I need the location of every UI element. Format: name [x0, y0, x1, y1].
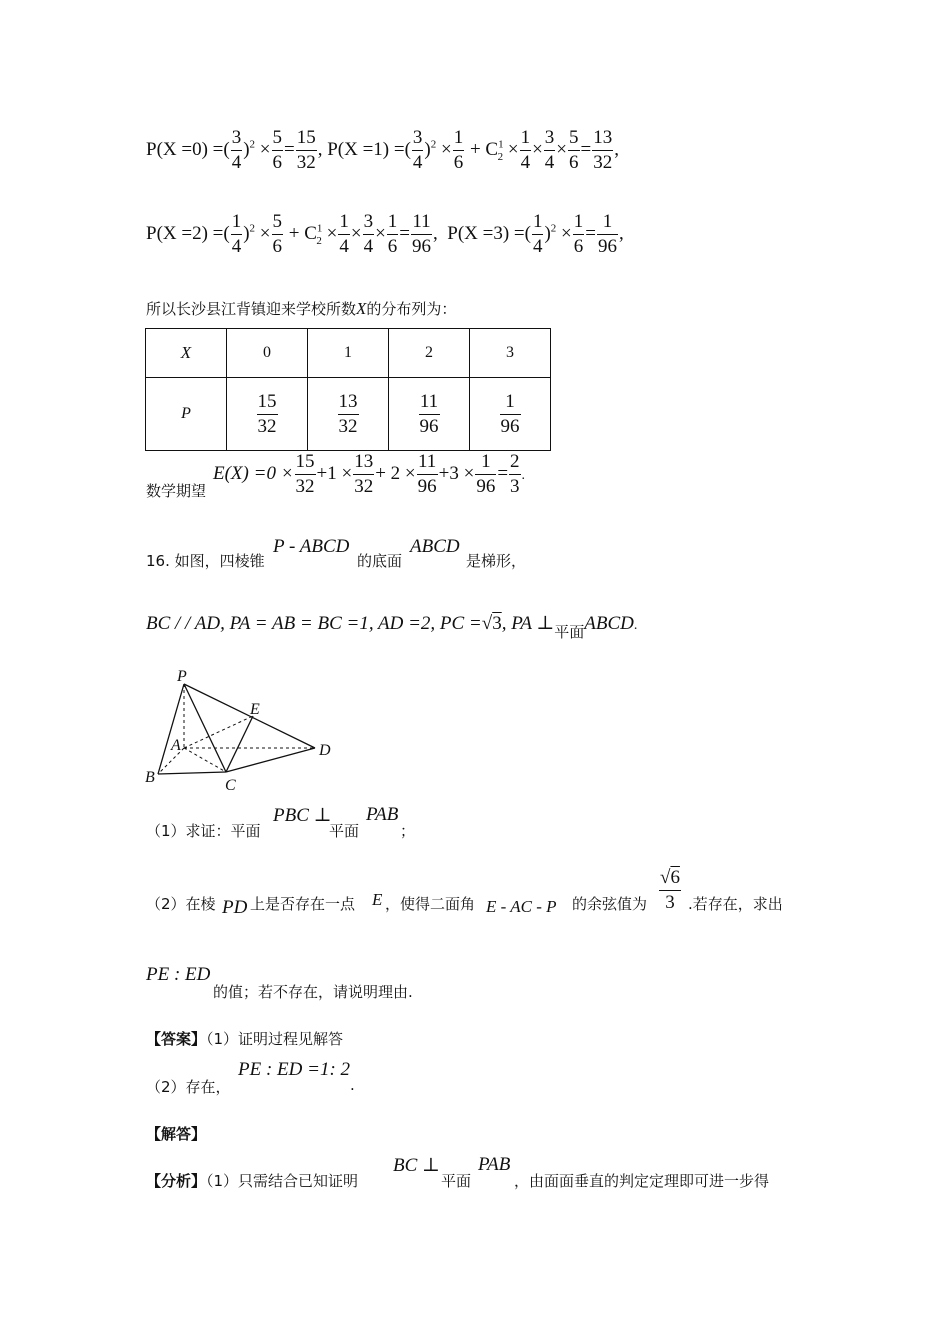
fraction: $\frac{√6}{3}$ — [660, 867, 680, 913]
analysis-plane: 平面 — [441, 1172, 472, 1190]
expectation-label: 数学期望 — [146, 482, 207, 500]
fraction: $\frac{13}{32}$ — [338, 390, 358, 437]
fraction: $\frac{11}{96}$ — [419, 390, 439, 437]
label-P: P — [177, 668, 187, 685]
fraction: $\frac{1}{4}$ — [231, 211, 242, 257]
fraction: $\frac{13}{32}$ — [354, 451, 374, 497]
pyramid-figure — [140, 664, 350, 794]
q2-e: E — [372, 890, 383, 909]
fraction: $\frac{3}{4}$ — [363, 211, 374, 257]
fraction: $\frac{1}{6}$ — [573, 211, 584, 257]
answer-section — [146, 1028, 343, 1049]
q2-text-5: 的值；若不存在，请说明理由. — [213, 983, 413, 1001]
distribution-table — [145, 328, 551, 451]
fraction: $\frac{1}{96}$ — [476, 451, 496, 497]
analysis-bc: BC ⊥ — [393, 1155, 440, 1176]
fraction: $\frac{2}{3}$ — [510, 451, 520, 497]
q1-plane: 平面 — [329, 822, 360, 840]
edge-BC — [158, 772, 226, 774]
sqrt-sign: √ — [660, 867, 671, 888]
analysis-line: 【分析】（1）只需结合已知证明 — [146, 1172, 359, 1190]
table-cell — [227, 378, 308, 451]
fraction: $\frac{1}{96}$ — [500, 390, 520, 437]
table-cell — [308, 378, 389, 451]
fraction: $\frac{1}{4}$ — [520, 127, 531, 173]
problem-16-conditions: BC / / AD, PA = AB = BC =1, AD =2, PC =√3, PA ⊥平面ABCD. — [146, 613, 638, 641]
analysis-pab: PAB — [478, 1154, 511, 1175]
label-A: A — [171, 737, 181, 754]
fraction: $\frac{3}{4}$ — [544, 127, 555, 173]
eq-text: P(X =0) =( — [146, 138, 230, 160]
q1-pbc: PBC ⊥ — [273, 805, 332, 826]
q1-end: ； — [400, 822, 416, 840]
fraction: $\frac{11}{96}$ — [412, 211, 432, 257]
q2-text-2: ，使得二面角 — [385, 895, 476, 913]
answer-2-label: （2）存在， — [146, 1078, 231, 1096]
q2-ratio: PE : ED — [146, 964, 211, 985]
fraction: $\frac{15}{32}$ — [257, 390, 277, 437]
fraction: $\frac{5}{6}$ — [569, 127, 579, 173]
problem-16-intro-end: 是梯形， — [466, 552, 527, 570]
distribution-intro: 所以长沙县江背镇迎来学校所数X的分布列为： — [146, 299, 457, 318]
answer-tag: 【答案】 — [146, 1030, 207, 1048]
table-row — [146, 378, 551, 451]
q1-pab: PAB — [366, 804, 399, 825]
edge-PC — [184, 684, 226, 772]
label-D: D — [319, 742, 331, 759]
table-cell — [389, 378, 470, 451]
analysis-text-2: ，由面面垂直的判定定理即可进一步得 — [514, 1172, 770, 1190]
fraction: $\frac{15}{32}$ — [296, 127, 316, 173]
fraction: $\frac{11}{96}$ — [417, 451, 437, 497]
problem-16-base: ABCD — [410, 536, 460, 557]
expectation-equation: E(X) =0 × $\frac{15}{32}$ +1 × $\frac{13}{32}$ + 2 × $\frac{11}{96}$ +3 × $\frac{1}{96}$ = $\frac{2}{3}$ . — [213, 451, 526, 497]
label-C: C — [225, 777, 236, 794]
fraction: $\frac{1}{4}$ — [339, 211, 349, 257]
fraction: $\frac{1}{96}$ — [597, 211, 617, 257]
table-cell: 0 — [227, 329, 308, 378]
solution-tag: 【解答】 — [146, 1125, 207, 1143]
label-E: E — [250, 701, 260, 718]
table-cell: 1 — [308, 329, 389, 378]
answer-2-math: PE : ED =1: 2 — [238, 1059, 351, 1080]
sqrt-sign: √ — [481, 613, 493, 634]
analysis-tag: 【分析】 — [146, 1172, 207, 1190]
fraction: $\frac{1}{6}$ — [387, 211, 398, 257]
q2-pd: PD — [222, 897, 248, 918]
problem-16-intro-mid: 的底面 — [357, 552, 403, 570]
edge-AE — [184, 716, 253, 748]
table-cell: X — [146, 329, 227, 378]
edge-CD — [226, 748, 315, 772]
fraction: $\frac{5}{6}$ — [272, 127, 282, 173]
fraction: $\frac{15}{32}$ — [295, 451, 315, 497]
edge-EC — [226, 716, 253, 772]
fraction: $\frac{3}{4}$ — [231, 127, 242, 173]
fraction: $\frac{1}{6}$ — [453, 127, 464, 173]
q2-angle: E - AC - P — [486, 897, 557, 916]
table-cell: 3 — [470, 329, 551, 378]
table-cell — [470, 378, 551, 451]
answer-1: （1）证明过程见解答 — [206, 1030, 344, 1048]
fraction: $\frac{5}{6}$ — [272, 211, 282, 257]
q2-text-1: 上是否存在一点 — [250, 895, 356, 913]
fraction: $\frac{13}{32}$ — [593, 127, 613, 173]
answer-2-end: . — [350, 1076, 355, 1094]
table-row — [146, 329, 551, 378]
q2-label: （2）在棱 — [146, 895, 216, 913]
equation-line-2: P(X =2) =( $\frac{1}{4}$ )$^2$ × $\frac{5}{6}$ + $C^1_2$ × $\frac{1}{4}$ × $\frac{3}{4}$ × $\frac{1}{6}$ = $\frac{11}{96}$ , P(X =3) =( $\frac{1}{4}$ )$^2$ × $\frac{1}{6}$ = $\frac{1}{96}$ , — [146, 211, 624, 257]
fraction: $\frac{3}{4}$ — [412, 127, 423, 173]
problem-16-intro-text: 16. 如图，四棱锥 — [146, 552, 265, 570]
table-cell: P — [146, 378, 227, 451]
label-B: B — [145, 769, 155, 786]
table-cell: 2 — [389, 329, 470, 378]
q2-value — [658, 866, 682, 915]
fraction: $\frac{1}{4}$ — [532, 211, 543, 257]
q2-text-3: 的余弦值为 — [572, 895, 648, 913]
q1-label: （1）求证：平面 — [146, 822, 261, 840]
problem-16-pyramid: P - ABCD — [273, 536, 350, 557]
equation-line-1: P(X =0) =( $\frac{3}{4}$ )$^2$ × $\frac{5}{6}$ = $\frac{15}{32}$ , P(X =1) =( $\frac{3}{4}$ )$^2$ × $\frac{1}{6}$ + $C^1_2$ × $\frac{1}{4}$ × $\frac{3}{4}$ × $\frac{5}{6}$ = $\frac{13}{32}$ , — [146, 127, 619, 173]
q2-text-4: .若存在，求出 — [688, 895, 783, 913]
